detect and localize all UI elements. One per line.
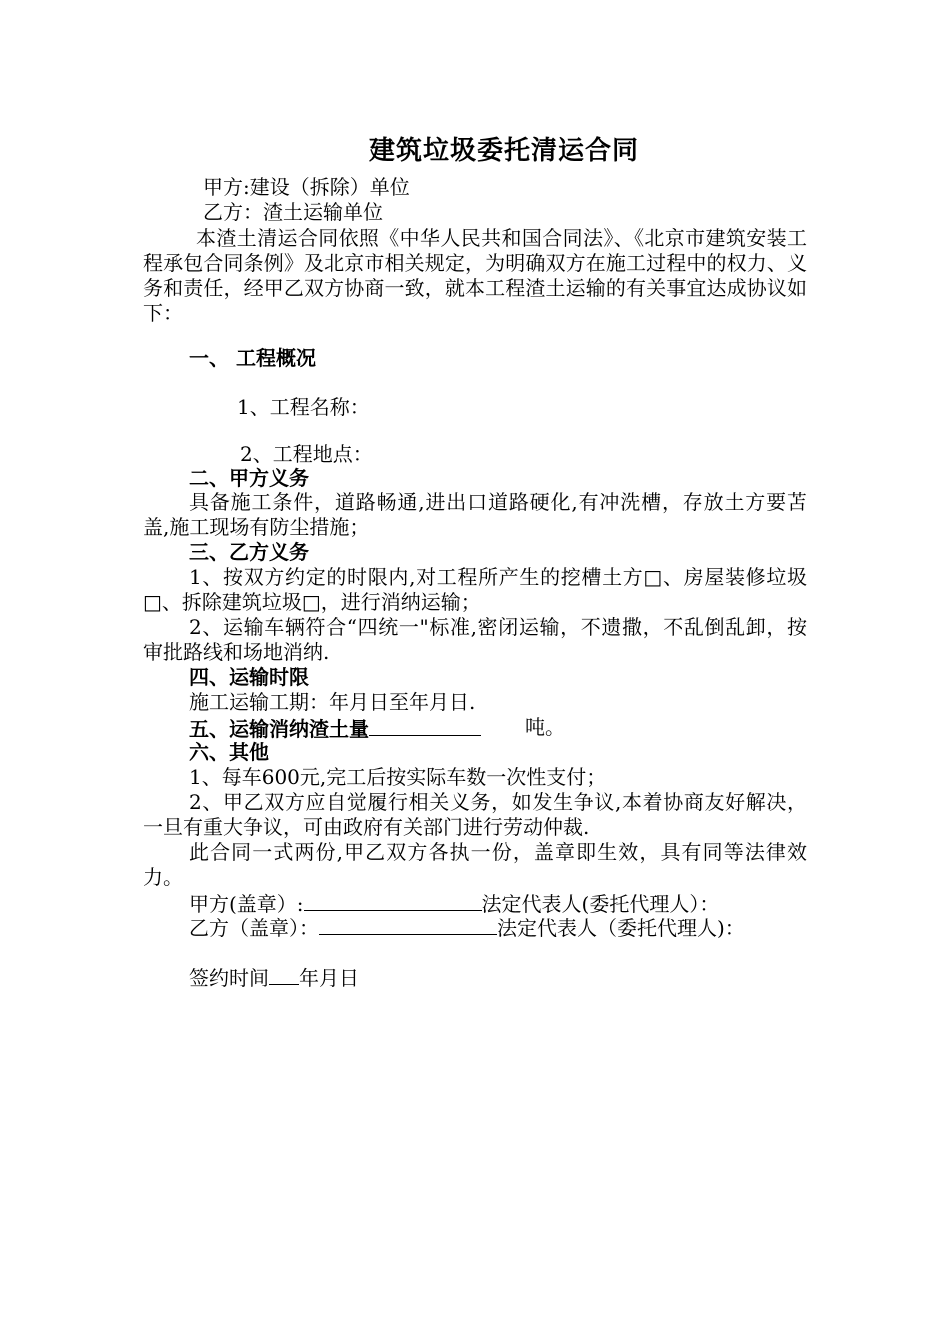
party-a-representative-label: 法定代表人(委托代理人）： (481, 892, 720, 916)
party-b-seal-blank (319, 914, 497, 935)
signing-date-suffix: 年月日 (299, 966, 359, 990)
section-6-heading: 六、其他 (189, 740, 269, 764)
party-a-seal-blank (304, 890, 482, 911)
section-1-heading: 一、 工程概况 (189, 346, 316, 370)
party-b-line: 乙方：渣土运输单位 (203, 200, 383, 224)
project-name-field: 1、工程名称： (237, 395, 370, 419)
quantity-unit: 吨。 (525, 715, 565, 739)
section-5-line (189, 715, 481, 741)
party-a-seal-label: 甲方(盖章）: (189, 892, 304, 916)
signature-line-b (189, 914, 745, 940)
signing-date-line (189, 964, 359, 990)
document-title: 建筑垃圾委托清运合同 (368, 136, 639, 166)
project-location-field: 2、工程地点： (240, 442, 373, 466)
section-5-heading: 五、运输消纳渣土量 (189, 717, 369, 741)
section-3-heading: 三、乙方义务 (189, 540, 309, 564)
closing-paragraph: 此合同一式两份,甲乙双方各执一份，盖章即生效，具有同等法律效力。 (143, 840, 807, 889)
quantity-blank (369, 715, 481, 736)
signing-date-blank (269, 964, 299, 985)
party-a-line: 甲方:建设（拆除）单位 (203, 175, 410, 199)
party-b-representative-label: 法定代表人（委托代理人)： (497, 916, 745, 940)
section-4-heading: 四、运输时限 (189, 665, 309, 689)
party-b-seal-label: 乙方（盖章）： (189, 916, 319, 940)
section-2-heading: 二、甲方义务 (189, 466, 309, 490)
section-6-item-1: 1、每车600元,完工后按实际车数一次性支付； (189, 765, 607, 789)
signature-line-a (189, 890, 719, 916)
section-2-text: 具备施工条件，道路畅通,进出口道路硬化,有冲洗槽，存放土方要苫盖,施工现场有防尘措施； (143, 490, 807, 539)
section-3-item-2: 2、运输车辆符合“四统一"标准,密闭运输，不遗撒，不乱倒乱卸，按审批路线和场地消纳. (143, 615, 807, 664)
section-3-item-1: 1、按双方约定的时限内,对工程所产生的挖槽土方□、房屋装修垃圾□、拆除建筑垃圾□，进行消纳运输； (143, 565, 807, 614)
section-4-text: 施工运输工期：年月日至年月日. (189, 690, 476, 714)
section-6-item-2: 2、甲乙双方应自觉履行相关义务，如发生争议,本着协商友好解决，一旦有重大争议，可由政府有关部门进行劳动仲裁. (143, 790, 807, 839)
signing-date-label: 签约时间 (189, 966, 269, 990)
intro-paragraph: 本渣土清运合同依照《中华人民共和国合同法》、《北京市建筑安装工程承包合同条例》及北京市相关规定，为明确双方在施工过程中的权力、义务和责任，经甲乙双方协商一致，就本工程渣土运输的有关事宜达成协议如下： (143, 226, 807, 325)
